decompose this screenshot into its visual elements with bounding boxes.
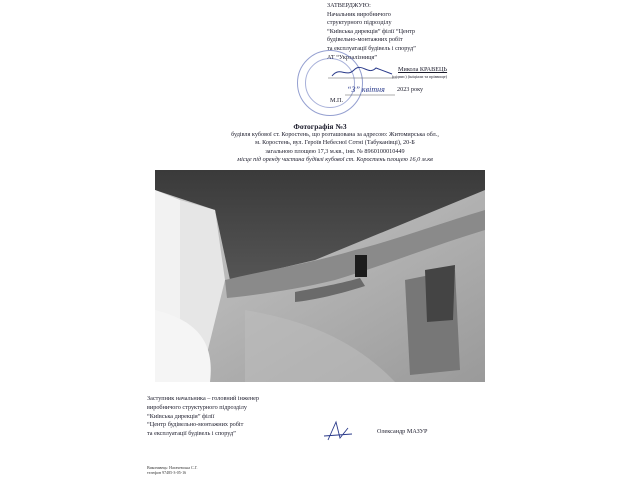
footer-signatory-block xyxy=(147,395,259,439)
approver-signature xyxy=(328,64,398,80)
footer-line: “Центр будівельно-монтажних робіт xyxy=(147,421,244,429)
approval-date: “3” квітня xyxy=(347,85,385,94)
photo-description xyxy=(150,131,520,165)
engineer-name: Олександр МАЗУР xyxy=(377,428,428,435)
executor-line: телефон 97485-3-05-16 xyxy=(147,470,187,475)
footer-line: виробничого структурного підрозділу xyxy=(147,403,247,411)
seal-place-mark: М.П. xyxy=(330,97,344,104)
approval-line: та експлуатації будівель і споруд” xyxy=(327,44,416,52)
interior-photo-image xyxy=(155,170,485,382)
signature-caption: (підпис) (ініціали та прізвище) xyxy=(392,74,447,79)
footer-line: та експлуатації будівель і споруд” xyxy=(147,430,236,438)
rental-area-note: місце під оренду частина будівлі кубової ст. Коростень площею 16,0 м.кв xyxy=(237,156,433,164)
approver-name: Микола КРАВЕЦЬ xyxy=(398,66,448,73)
approval-line: Начальник виробничого xyxy=(327,10,391,18)
date-underline xyxy=(345,94,395,97)
approval-line: АТ “Укрзалізниця” xyxy=(327,53,378,61)
approval-line: будівельно-монтажних робіт xyxy=(327,36,403,44)
document-title: Фотографія №3 xyxy=(293,122,347,131)
building-photo xyxy=(155,170,485,382)
approval-line: структурного підрозділу xyxy=(327,19,392,27)
approval-year: 2023 року xyxy=(397,86,424,93)
footer-line: “Київська дирекція” філії xyxy=(147,412,215,420)
footer-line: Заступник начальника – головний інженер xyxy=(147,395,259,402)
description-line: загальною площею 17,3 м.кв., інв. № 8960100010449 xyxy=(265,147,405,155)
approval-line: ЗАТВЕРДЖУЮ: xyxy=(327,2,371,9)
approval-line: “Київська дирекція” філії “Центр xyxy=(327,27,415,35)
engineer-signature xyxy=(318,418,358,442)
description-line: м. Коростень, вул. Героїв Небесної Сотні (Табуканівці), 20-Б xyxy=(255,139,415,147)
executor-line: Виконавець: Нагачевська С.Г. xyxy=(147,465,198,470)
executor-block xyxy=(147,465,198,475)
description-line: будівля кубової ст. Коростень, що розташована за адресою: Житомирська обл., xyxy=(231,131,439,138)
